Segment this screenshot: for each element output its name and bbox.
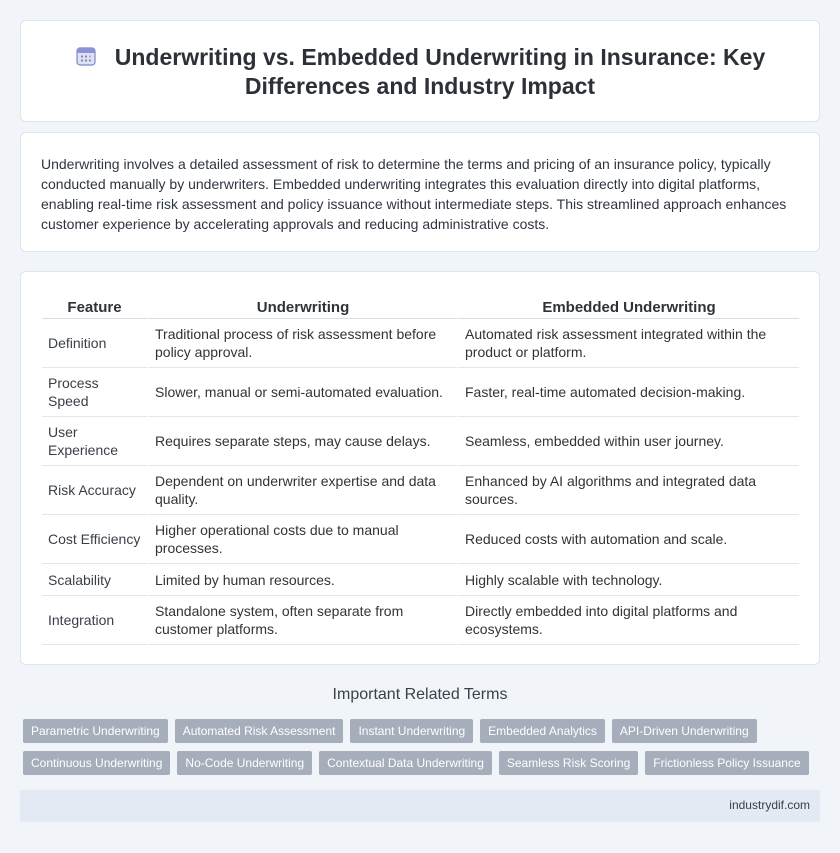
row-feature: Cost Efficiency [42, 515, 147, 564]
row-feature: Scalability [42, 564, 147, 596]
row-embedded: Directly embedded into digital platforms and ecosystems. [457, 596, 799, 645]
row-embedded: Highly scalable with technology. [457, 564, 799, 596]
intro-card [20, 132, 820, 252]
related-term-tag[interactable]: Instant Underwriting [350, 719, 473, 743]
row-feature: Integration [42, 596, 147, 645]
row-underwriting: Standalone system, often separate from customer platforms. [147, 596, 457, 645]
page-title [61, 43, 779, 101]
related-terms-title: Important Related Terms [332, 686, 508, 703]
header-underwriting: Underwriting [147, 296, 457, 319]
header-feature: Feature [42, 296, 147, 319]
table-row [42, 319, 799, 368]
related-term-tag[interactable]: Continuous Underwriting [23, 751, 170, 775]
row-underwriting: Slower, manual or semi-automated evaluation. [147, 368, 457, 417]
related-term-tag[interactable]: Seamless Risk Scoring [499, 751, 638, 775]
page-title-text: Underwriting vs. Embedded Underwriting in Insurance: Key Differences and Industry Impact [114, 44, 766, 99]
tag-row [23, 719, 813, 743]
related-term-tag[interactable]: API-Driven Underwriting [612, 719, 757, 743]
row-underwriting: Traditional process of risk assessment before policy approval. [147, 319, 457, 368]
row-underwriting: Dependent on underwriter expertise and data quality. [147, 466, 457, 515]
row-underwriting: Higher operational costs due to manual processes. [147, 515, 457, 564]
row-feature: Risk Accuracy [42, 466, 147, 515]
intro-paragraph: Underwriting involves a detailed assessment of risk to determine the terms and pricing of an insurance policy, typically conducted manually by underwriters. Embedded underwriting integrates this evaluation directly into digital platforms, enabling real-time risk assessment and policy issuance without intermediate steps. This streamlined approach enhances customer experience by accelerating approvals and reducing administrative costs. [41, 156, 787, 232]
table-row [42, 368, 799, 417]
related-term-tag[interactable]: Frictionless Policy Issuance [645, 751, 808, 775]
related-term-tag[interactable]: Automated Risk Assessment [175, 719, 344, 743]
related-term-tag[interactable]: Parametric Underwriting [23, 719, 168, 743]
row-underwriting: Requires separate steps, may cause delays. [147, 417, 457, 466]
row-feature: User Experience [42, 417, 147, 466]
table-row [42, 417, 799, 466]
row-embedded: Automated risk assessment integrated within the product or platform. [457, 319, 799, 368]
row-feature: Definition [42, 319, 147, 368]
footer [20, 790, 820, 822]
footer-site[interactable]: industrydif.com [729, 798, 810, 812]
tag-row [23, 751, 813, 775]
table-row [42, 515, 799, 564]
calendar-icon [75, 45, 97, 67]
related-terms-tags [23, 719, 813, 783]
comparison-card [20, 271, 820, 665]
table-row [42, 564, 799, 596]
table-header-row [42, 296, 799, 319]
row-embedded: Reduced costs with automation and scale. [457, 515, 799, 564]
table-row [42, 466, 799, 515]
table-row [42, 596, 799, 645]
row-underwriting: Limited by human resources. [147, 564, 457, 596]
comparison-table [42, 296, 799, 645]
row-feature: Process Speed [42, 368, 147, 417]
header-embedded-underwriting: Embedded Underwriting [457, 296, 799, 319]
related-term-tag[interactable]: Embedded Analytics [480, 719, 605, 743]
related-term-tag[interactable]: Contextual Data Underwriting [319, 751, 492, 775]
related-term-tag[interactable]: No-Code Underwriting [177, 751, 312, 775]
row-embedded: Enhanced by AI algorithms and integrated data sources. [457, 466, 799, 515]
header-card [20, 20, 820, 122]
row-embedded: Seamless, embedded within user journey. [457, 417, 799, 466]
row-embedded: Faster, real-time automated decision-making. [457, 368, 799, 417]
